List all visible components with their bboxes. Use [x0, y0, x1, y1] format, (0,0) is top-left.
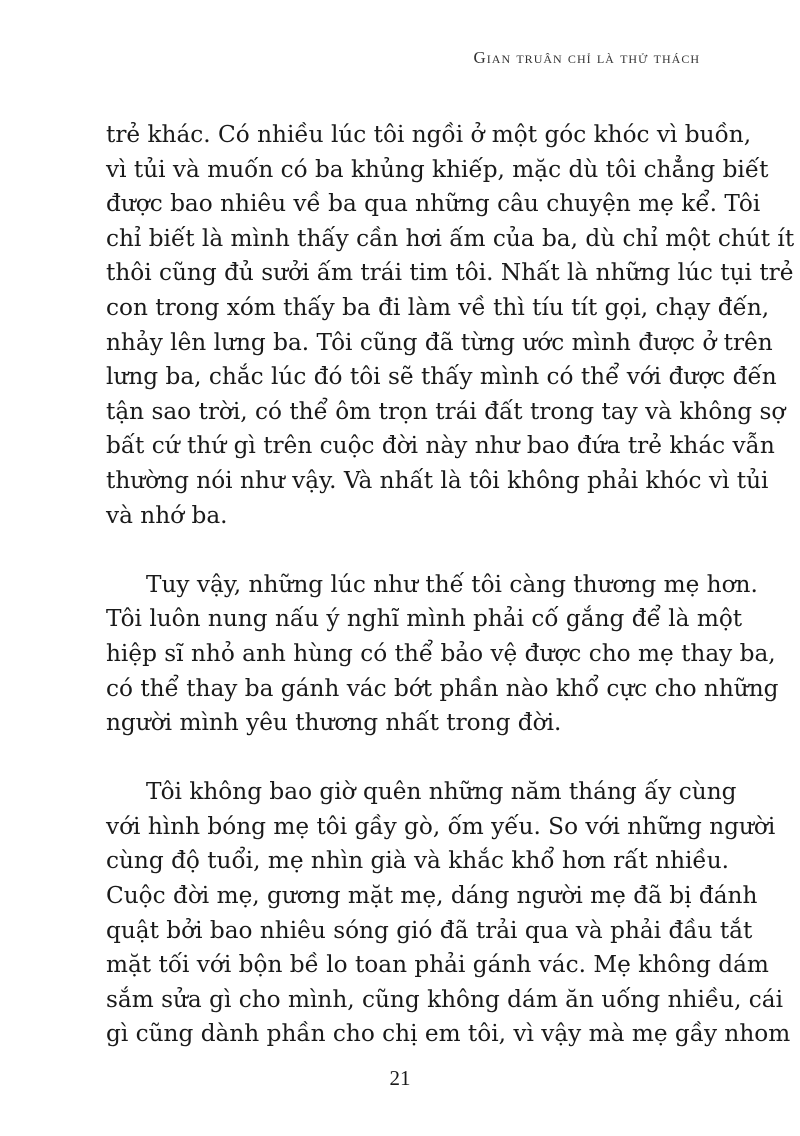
text-line: cùng độ tuổi, mẹ nhìn già và khắc khổ hơn rất nhiều.: [106, 847, 729, 875]
text-line: Tôi không bao giờ quên những năm tháng ấy cùng: [146, 778, 737, 806]
text-line: người mình yêu thương nhất trong đời.: [106, 709, 562, 737]
text-line: mặt tối với bộn bề lo toan phải gánh vác. Mẹ không dám: [106, 951, 769, 979]
text-line: với hình bóng mẹ tôi gầy gò, ốm yếu. So với những người: [106, 812, 776, 840]
text-line: Tôi luôn nung nấu ý nghĩ mình phải cố gắng để là một: [106, 605, 743, 633]
paragraph-1: [106, 118, 795, 533]
paragraph-spacer: [106, 533, 694, 568]
text-line: tận sao trời, có thể ôm trọn trái đất trong tay và không sợ: [106, 397, 786, 425]
text-line: quật bởi bao nhiêu sóng gió đã trải qua và phải đầu tắt: [106, 916, 753, 944]
paragraph-2: [106, 568, 779, 741]
text-line: con trong xóm thấy ba đi làm về thì tíu tít gọi, chạy đến,: [106, 293, 770, 321]
text-line: thường nói như vậy. Và nhất là tôi không phải khóc vì tủi: [106, 466, 769, 494]
text-line: Tuy vậy, những lúc như thế tôi càng thương mẹ hơn.: [146, 570, 758, 598]
paragraph-spacer: [106, 741, 694, 776]
text-line: nhảy lên lưng ba. Tôi cũng đã từng ước mình được ở trên: [106, 328, 773, 356]
text-line: sắm sửa gì cho mình, cũng không dám ăn uống nhiều, cái: [106, 985, 784, 1013]
text-line: trẻ khác. Có nhiều lúc tôi ngồi ở một góc khóc vì buồn,: [106, 121, 752, 148]
text-line: được bao nhiêu về ba qua những câu chuyện mẹ kể. Tôi: [106, 190, 761, 218]
text-line: hiệp sĩ nhỏ anh hùng có thể bảo vệ được cho mẹ thay ba,: [106, 639, 776, 667]
page-number: 21: [389, 1066, 411, 1090]
text-line: gì cũng dành phần cho chị em tôi, vì vậy mà mẹ gầy nhom: [106, 1020, 791, 1048]
text-line: Cuộc đời mẹ, gương mặt mẹ, dáng người mẹ đã bị đánh: [106, 882, 758, 910]
text-line: chỉ biết là mình thấy cần hơi ấm của ba, dù chỉ một chút ít: [106, 224, 795, 252]
paragraph-3: [106, 775, 791, 1052]
running-header: Gian truân chỉ là thử thách: [473, 48, 700, 67]
text-line: thôi cũng đủ sưởi ấm trái tim tôi. Nhất là những lúc tụi trẻ: [106, 259, 794, 287]
text-line: có thể thay ba gánh vác bớt phần nào khổ cực cho những: [106, 674, 779, 702]
text-line: bất cứ thứ gì trên cuộc đời này như bao đứa trẻ khác vẫn: [106, 432, 775, 460]
text-line: và nhớ ba.: [106, 501, 228, 529]
text-line: lưng ba, chắc lúc đó tôi sẽ thấy mình có thể với được đến: [106, 363, 777, 391]
body-text: [106, 118, 795, 1052]
text-line: vì tủi và muốn có ba khủng khiếp, mặc dù tôi chẳng biết: [106, 155, 769, 183]
